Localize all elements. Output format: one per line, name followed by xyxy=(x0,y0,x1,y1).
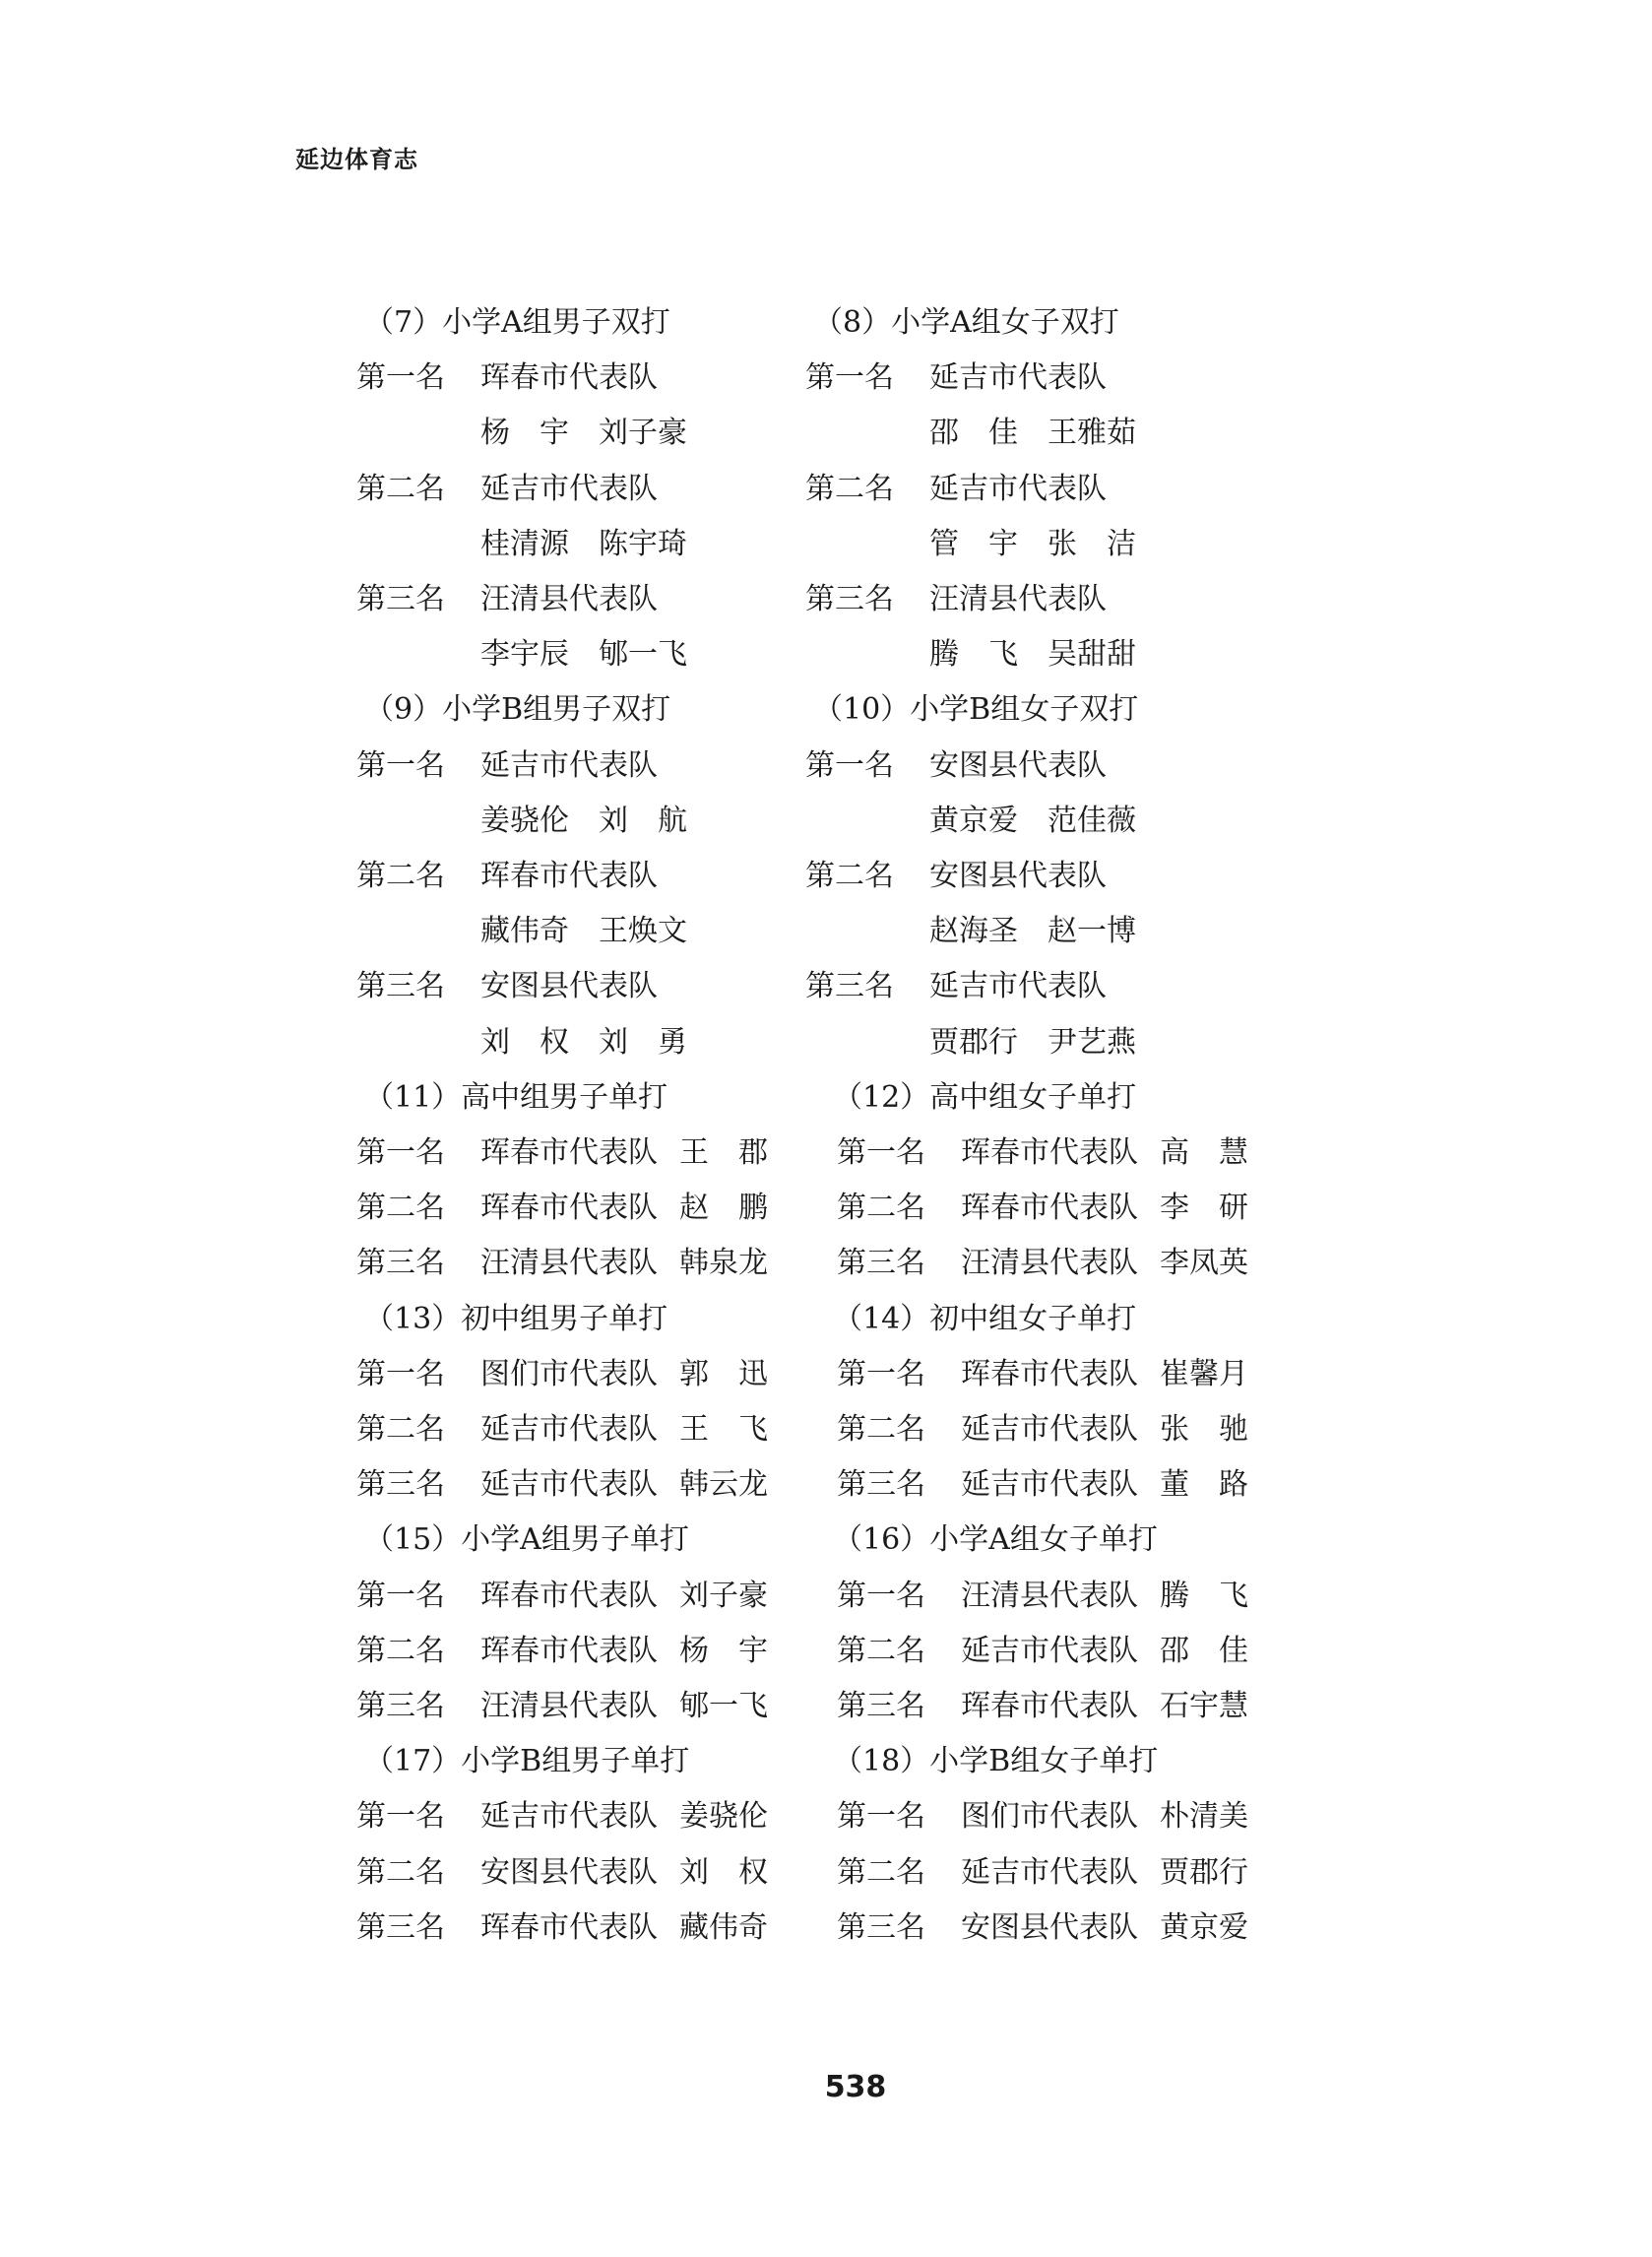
placing-rank: 第二名 xyxy=(805,859,894,893)
player-names: 姜骁伦 刘 航 xyxy=(480,803,687,838)
team-name: 延吉市代表队 xyxy=(961,1854,1138,1890)
team-name: 延吉市代表队 xyxy=(961,1633,1138,1668)
player-names: 李宇辰 郇一飞 xyxy=(480,637,687,673)
placing-rank: 第三名 xyxy=(356,582,445,616)
player-name: 石宇慧 xyxy=(1160,1689,1248,1723)
team-name: 汪清县代表队 xyxy=(929,582,1107,616)
team-name: 珲春市代表队 xyxy=(480,1135,658,1170)
team-name: 汪清县代表队 xyxy=(961,1578,1138,1613)
team-name: 汪清县代表队 xyxy=(480,1246,658,1281)
placing-rank: 第二名 xyxy=(837,1191,925,1226)
team-name: 珲春市代表队 xyxy=(480,360,658,396)
team-name: 延吉市代表队 xyxy=(480,1799,658,1835)
event-title: （13）初中组男子单打 xyxy=(364,1301,668,1336)
team-name: 延吉市代表队 xyxy=(480,747,658,783)
event-title: （10）小学B组女子双打 xyxy=(813,692,1139,728)
player-name: 李凤英 xyxy=(1160,1246,1248,1281)
team-name: 安图县代表队 xyxy=(480,969,658,1004)
player-name: 王 郡 xyxy=(679,1135,768,1170)
placing-rank: 第二名 xyxy=(837,1633,925,1668)
event-title: （15）小学A组男子单打 xyxy=(364,1522,689,1558)
event-title: （18）小学B组女子单打 xyxy=(833,1744,1159,1779)
placing-rank: 第二名 xyxy=(805,471,894,506)
event-title: （7）小学A组男子双打 xyxy=(364,305,670,340)
team-name: 延吉市代表队 xyxy=(929,471,1107,506)
team-name: 汪清县代表队 xyxy=(480,582,658,616)
event-heading xyxy=(813,682,1138,738)
placing-rank: 第一名 xyxy=(356,1356,445,1391)
placing-rank: 第三名 xyxy=(805,969,894,1004)
page-number: 538 xyxy=(824,2070,887,2104)
placing-rank: 第三名 xyxy=(356,1689,445,1723)
event-heading xyxy=(813,295,1119,351)
team-name: 安图县代表队 xyxy=(961,1909,1138,1945)
player-name: 赵 鹏 xyxy=(679,1191,768,1226)
event-heading xyxy=(364,682,670,738)
event-heading xyxy=(364,1513,689,1568)
team-name: 延吉市代表队 xyxy=(480,1412,658,1447)
player-name: 高 慧 xyxy=(1160,1135,1248,1170)
player-name: 贾郡行 xyxy=(1160,1854,1248,1890)
placing-rank: 第三名 xyxy=(805,582,894,616)
placing-rank: 第二名 xyxy=(356,1191,445,1226)
player-names: 桂清源 陈宇琦 xyxy=(480,526,687,561)
placing-rank: 第二名 xyxy=(356,1854,445,1890)
player-names: 邵 佳 王雅茹 xyxy=(929,416,1136,451)
player-name: 韩泉龙 xyxy=(679,1246,768,1281)
team-name: 延吉市代表队 xyxy=(929,969,1107,1004)
event-heading xyxy=(364,295,670,351)
event-title: （8）小学A组女子双打 xyxy=(813,305,1119,340)
player-name: 邵 佳 xyxy=(1160,1633,1248,1668)
player-names: 赵海圣 赵一博 xyxy=(929,914,1136,949)
team-name: 珲春市代表队 xyxy=(961,1135,1138,1170)
player-name: 刘 权 xyxy=(679,1854,768,1890)
placing-rank: 第三名 xyxy=(837,1689,925,1723)
team-name: 延吉市代表队 xyxy=(480,1467,658,1503)
placing-rank: 第三名 xyxy=(356,1467,445,1503)
team-name: 珲春市代表队 xyxy=(961,1689,1138,1723)
player-names: 贾郡行 尹艺燕 xyxy=(929,1024,1136,1060)
player-name: 张 驰 xyxy=(1160,1412,1248,1447)
team-name: 汪清县代表队 xyxy=(480,1689,658,1723)
placing-rank: 第三名 xyxy=(837,1246,925,1281)
team-name: 珲春市代表队 xyxy=(961,1191,1138,1226)
event-title: （12）高中组女子单打 xyxy=(833,1079,1137,1115)
team-name: 珲春市代表队 xyxy=(480,1909,658,1945)
player-name: 韩云龙 xyxy=(679,1467,768,1503)
placing-rank: 第一名 xyxy=(837,1799,925,1835)
placing-rank: 第一名 xyxy=(805,360,894,396)
team-name: 安图县代表队 xyxy=(929,859,1107,893)
team-name: 图们市代表队 xyxy=(480,1356,658,1391)
event-title: （14）初中组女子单打 xyxy=(833,1301,1137,1336)
player-name: 腾 飞 xyxy=(1160,1578,1248,1613)
placing-rank: 第二名 xyxy=(356,859,445,893)
player-name: 杨 宇 xyxy=(679,1633,768,1668)
placing-rank: 第一名 xyxy=(356,1135,445,1170)
event-heading xyxy=(833,1513,1158,1568)
player-name: 郭 迅 xyxy=(679,1356,768,1391)
player-name: 崔馨月 xyxy=(1160,1356,1248,1391)
player-names: 杨 宇 刘子豪 xyxy=(480,416,687,451)
placing-rank: 第一名 xyxy=(805,747,894,783)
event-title: （11）高中组男子单打 xyxy=(364,1079,668,1115)
event-heading xyxy=(364,1734,689,1789)
event-heading xyxy=(364,1292,667,1347)
team-name: 珲春市代表队 xyxy=(961,1356,1138,1391)
placing-rank: 第三名 xyxy=(837,1909,925,1945)
placing-rank: 第一名 xyxy=(356,1799,445,1835)
running-head: 延边体育志 xyxy=(295,146,418,173)
team-name: 延吉市代表队 xyxy=(929,360,1107,396)
team-name: 安图县代表队 xyxy=(929,747,1107,783)
event-heading xyxy=(364,1070,667,1126)
team-name: 珲春市代表队 xyxy=(480,1633,658,1668)
placing-rank: 第一名 xyxy=(837,1578,925,1613)
player-name: 郇一飞 xyxy=(679,1689,768,1723)
placing-rank: 第三名 xyxy=(356,969,445,1004)
player-names: 刘 权 刘 勇 xyxy=(480,1024,687,1060)
team-name: 延吉市代表队 xyxy=(961,1412,1138,1447)
player-name: 董 路 xyxy=(1160,1467,1248,1503)
placing-rank: 第三名 xyxy=(356,1246,445,1281)
player-names: 腾 飞 吴甜甜 xyxy=(929,637,1136,673)
placing-rank: 第一名 xyxy=(837,1356,925,1391)
placing-rank: 第二名 xyxy=(356,1633,445,1668)
placing-rank: 第一名 xyxy=(356,747,445,783)
player-name: 李 研 xyxy=(1160,1191,1248,1226)
event-heading xyxy=(833,1070,1136,1126)
player-name: 刘子豪 xyxy=(679,1578,768,1613)
player-name: 王 飞 xyxy=(679,1412,768,1447)
event-title: （17）小学B组男子单打 xyxy=(364,1744,690,1779)
team-name: 珲春市代表队 xyxy=(480,859,658,893)
event-title: （16）小学A组女子单打 xyxy=(833,1522,1158,1558)
placing-rank: 第二名 xyxy=(356,1412,445,1447)
team-name: 珲春市代表队 xyxy=(480,1191,658,1226)
player-name: 黄京爱 xyxy=(1160,1909,1248,1945)
team-name: 安图县代表队 xyxy=(480,1854,658,1890)
team-name: 延吉市代表队 xyxy=(480,471,658,506)
player-names: 管 宇 张 洁 xyxy=(929,526,1136,561)
placing-rank: 第三名 xyxy=(356,1909,445,1945)
player-name: 朴清美 xyxy=(1160,1799,1248,1835)
placing-rank: 第二名 xyxy=(837,1412,925,1447)
player-names: 藏伟奇 王焕文 xyxy=(480,914,687,949)
placing-rank: 第一名 xyxy=(837,1135,925,1170)
player-names: 黄京爱 范佳薇 xyxy=(929,803,1136,838)
placing-rank: 第一名 xyxy=(356,360,445,396)
event-heading xyxy=(833,1734,1158,1789)
event-heading xyxy=(833,1292,1136,1347)
event-title: （9）小学B组男子双打 xyxy=(364,692,671,728)
player-name: 藏伟奇 xyxy=(679,1909,768,1945)
team-name: 延吉市代表队 xyxy=(961,1467,1138,1503)
team-name: 汪清县代表队 xyxy=(961,1246,1138,1281)
team-name: 图们市代表队 xyxy=(961,1799,1138,1835)
placing-rank: 第二名 xyxy=(837,1854,925,1890)
placing-rank: 第三名 xyxy=(837,1467,925,1503)
team-name: 珲春市代表队 xyxy=(480,1578,658,1613)
placing-rank: 第二名 xyxy=(356,471,445,506)
placing-rank: 第一名 xyxy=(356,1578,445,1613)
player-name: 姜骁伦 xyxy=(679,1799,768,1835)
